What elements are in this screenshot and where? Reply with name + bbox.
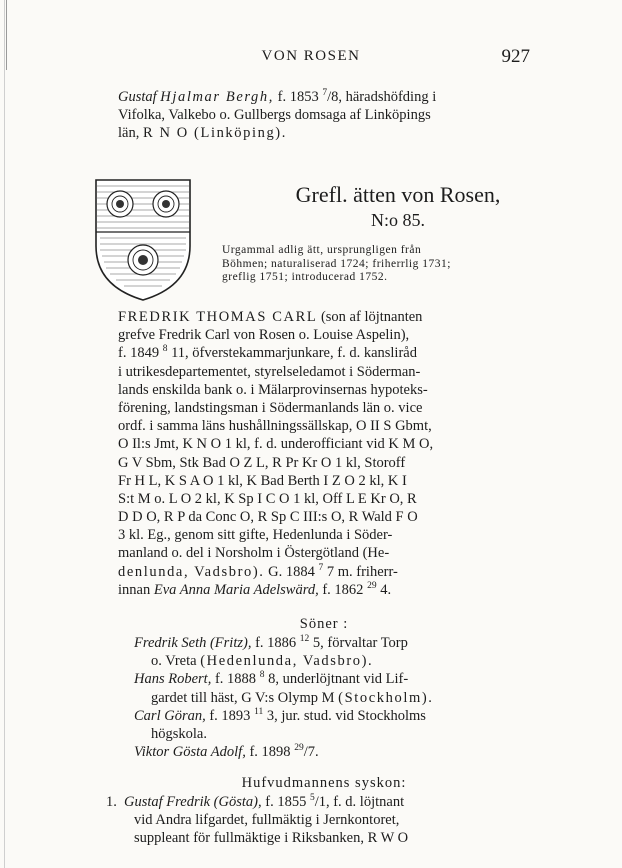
son-entry: Viktor Gösta Adolf, f. 1898 $^{29}$/7. <box>134 743 319 761</box>
sibling-number: 1. <box>106 794 117 810</box>
intro-entry <box>118 88 436 143</box>
main-line: f. 1849 $^8$ 11, öfverstekammarjunkare, f. d. kanslіråd <box>118 344 417 362</box>
sons-list <box>134 634 433 761</box>
siblings-list <box>106 793 409 848</box>
intro-line: län, R N O (Linköping). <box>118 125 287 142</box>
son-entry-continuation: högskola. <box>151 725 207 742</box>
son-entry-continuation: o. Vreta (Hedenlunda, Vadsbro). <box>151 653 374 670</box>
margin-rule <box>4 0 5 868</box>
main-line: G V Sbm, Stk Bad O Z L, R Pr Kr O 1 kl, Storoff <box>118 454 406 471</box>
main-line: Fr H L, K S A O 1 kl, K Bad Berth I Z O 2 kl, K I <box>118 472 407 489</box>
son-entry: Hans Robert, f. 1888 $^8$ 8, underlöjtnant vid Lif- <box>134 670 409 688</box>
page-number: 927 <box>501 46 530 67</box>
main-line: 3 kl. Eg., genom sitt gifte, Hedenlunda i Söder- <box>118 527 393 544</box>
sibling-entry-continuation: suppleant för fullmäktige i Riksbanken, R W O <box>134 830 409 847</box>
family-number: N:o 85. <box>371 210 425 230</box>
coat-of-arms-icon <box>88 174 198 304</box>
main-line: O Il:s Jmt, K N O 1 kl, f. d. underofficiant vid K M O, <box>118 436 434 453</box>
main-line: S:t M o. L O 2 kl, K Sp I C O 1 kl, Off L E Kr O, R <box>118 490 417 507</box>
main-line: grefve Fredrik Carl von Rosen o. Louise Aspelin), <box>118 327 410 344</box>
intro-line: Vifolka, Valkebo o. Gullbergs domsaga af Linköpings <box>118 107 431 124</box>
family-note-line: Böhmen; naturaliserad 1724; friherrlig 1731; <box>222 257 451 270</box>
main-line: lands enskilda bank o. i Mälarprovinsernas hypoteks- <box>118 381 428 398</box>
main-line: FREDRIK THOMAS CARL (son af löjtnanten <box>118 309 423 325</box>
son-entry-continuation: gardet till häst, G V:s Olymp M (Stockholm). <box>151 689 434 706</box>
son-entry: Carl Göran, f. 1893 $^{11}$ 3, jur. stud. vid Stockholms <box>134 706 426 724</box>
family-note <box>222 244 582 285</box>
family-title: Grefl. ätten von Rosen, <box>295 182 501 207</box>
family-note-line: greflig 1751; introducerad 1752. <box>222 271 388 283</box>
son-entry: Fredrik Seth (Fritz), f. 1886 $^{12}$ 5, förvaltar Torp <box>134 634 408 651</box>
page-header <box>0 48 622 72</box>
running-title: VON ROSEN <box>261 48 361 64</box>
main-line: denlunda, Vadsbro). G. 1884 $^7$ 7 m. friherr- <box>118 562 398 580</box>
main-line: förening, landstingsman i Södermanlands län o. vice <box>118 399 423 416</box>
main-line: ordf. i samma läns hushållningssällskap, O II S Gbmt, <box>118 418 432 435</box>
intro-line: Gustaf Hjalmar Bergh, f. 1853 $^7$/8, häradshöfding i <box>118 88 437 105</box>
main-line: D D O, R P da Conc O, R Sp C III:s O, R Wald F O <box>118 509 418 526</box>
siblings-heading: Hufvudmannens syskon: <box>241 775 407 791</box>
main-line: innan Eva Anna Maria Adelswärd, f. 1862 $^{29}$ 4. <box>118 580 392 598</box>
main-entry <box>118 308 433 599</box>
sibling-entry: 1. Gustaf Fredrik (Gösta), f. 1855 $^5$/1, f. d. löjtnant <box>106 793 405 810</box>
main-line: i utrikesdepartementet, styrelseledamot i Söderman- <box>118 363 421 380</box>
main-line: manland o. del i Norsholm i Östergötland (He- <box>118 545 390 562</box>
family-note-line: Urgammal adlig ätt, ursprungligen från <box>222 244 422 256</box>
sons-heading: Söner : <box>299 616 349 632</box>
sibling-entry-continuation: vid Andra lifgardet, fullmäktig i Jernkontoret, <box>134 812 400 829</box>
